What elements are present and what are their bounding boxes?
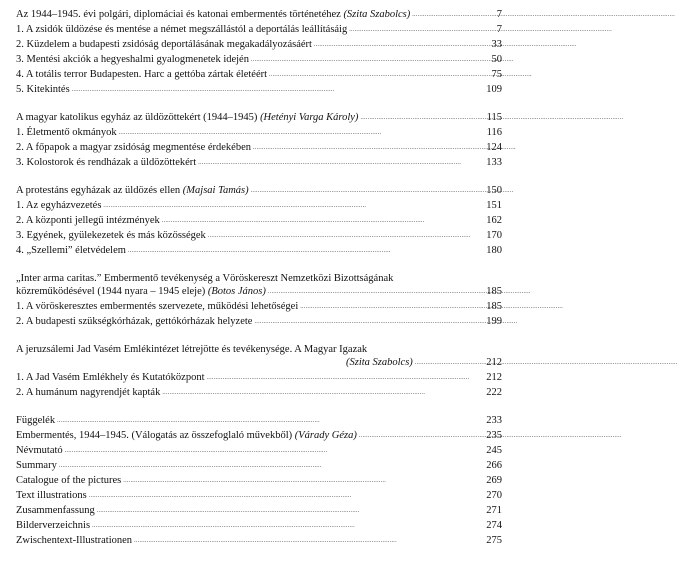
toc-entry-title: Névmutató — [16, 445, 63, 456]
toc-entry — [16, 83, 502, 98]
toc-entry-main — [16, 285, 502, 300]
toc-entry-page: 75 — [491, 69, 502, 80]
toc-entry-author: (Hetényi Varga Károly) — [260, 112, 359, 123]
toc-entry-page: 50 — [491, 54, 502, 65]
toc-entry-title: Függelék — [16, 415, 56, 426]
dot-leader — [254, 314, 480, 329]
dot-leader — [119, 125, 480, 140]
dot-leader — [123, 473, 480, 488]
toc-entry — [16, 315, 502, 330]
toc-entry-page: 162 — [486, 215, 502, 226]
toc-entry — [16, 474, 502, 489]
toc-entry-title: 2. A központi jellegű intézmények — [16, 215, 160, 226]
toc-entry-page: 185 — [486, 301, 502, 312]
toc-entry — [16, 429, 502, 444]
toc-entry-page: 270 — [486, 490, 502, 501]
toc-entry-page: 245 — [486, 445, 502, 456]
toc-entry-title-group — [16, 8, 410, 21]
toc-entry — [16, 444, 502, 459]
toc-entry-page: 212 — [486, 357, 502, 368]
toc-entry-page: 7 — [496, 9, 502, 20]
dot-leader — [349, 22, 480, 37]
dot-leader — [162, 213, 480, 228]
toc-entry — [16, 126, 502, 141]
toc-entry-title: közreműködésével (1944 nyara – 1945 eleje) — [16, 286, 206, 297]
toc-entry-page: 222 — [486, 387, 502, 398]
toc-entry-page: 151 — [486, 200, 502, 211]
toc-entry-page: 33 — [491, 39, 502, 50]
dot-leader — [59, 458, 480, 473]
toc-entry-title: 4. A totális terror Budapesten. Harc a gettóba zártak életéért — [16, 69, 268, 80]
toc-entry-page: 115 — [486, 112, 502, 123]
toc-entry-title: 1. A vöröskeresztes embermentés szervezete, működési lehetőségei — [16, 301, 299, 312]
toc-entry-page: 170 — [486, 230, 502, 241]
toc-entry-title: 1. Az egyházvezetés — [16, 200, 102, 211]
toc-entry-page: 150 — [486, 185, 502, 196]
toc-entry-author: (Majsai Tamás) — [182, 185, 249, 196]
dot-leader — [415, 355, 480, 370]
toc-entry — [16, 386, 502, 401]
toc-entry-title: 3. Egyének, gyülekezetek és más közösségek — [16, 230, 206, 241]
toc-entry-title: Embermentés, 1944–1945. (Válogatás az összefoglaló művekből) — [16, 430, 293, 441]
toc-entry-title: Catalogue of the pictures — [16, 475, 122, 486]
dot-leader — [134, 533, 480, 548]
toc-entry — [16, 68, 502, 83]
toc-entry-page: 212 — [486, 372, 502, 383]
toc-entry-page: 269 — [486, 475, 502, 486]
toc-entry-page: 185 — [486, 286, 502, 297]
dot-leader — [360, 110, 480, 125]
toc-entry-title-group — [16, 184, 249, 197]
toc-entry-page: 7 — [496, 24, 502, 35]
toc-entry-title: 1. A zsidók üldözése és mentése a német megszállástól a deportálás leállításáig — [16, 24, 348, 35]
toc-section-red-cross — [16, 272, 502, 330]
toc-entry — [16, 504, 502, 519]
dot-leader — [412, 7, 480, 22]
dot-leader — [97, 503, 480, 518]
toc-entry-page: 133 — [486, 157, 502, 168]
toc-entry-title: Text illustrations — [16, 490, 87, 501]
toc-entry-author: (Várady Géza) — [294, 430, 357, 441]
toc-entry — [16, 519, 502, 534]
toc-entry — [16, 38, 502, 53]
dot-leader — [208, 228, 480, 243]
dot-leader — [251, 52, 480, 67]
dot-leader — [253, 140, 480, 155]
toc-entry-page: 199 — [486, 316, 502, 327]
dot-leader — [300, 299, 480, 314]
toc-entry-title-group — [16, 111, 358, 124]
toc-entry — [16, 371, 502, 386]
toc-entry-main — [16, 8, 502, 23]
toc-entry-main — [16, 356, 502, 371]
toc-section-protestant-churches — [16, 184, 502, 259]
toc-section-rescue-history — [16, 8, 502, 98]
toc-section-catholic-church — [16, 111, 502, 171]
dot-leader — [162, 385, 480, 400]
toc-entry-title: 2. A főpapok a magyar zsidóság megmentése érdekében — [16, 142, 252, 153]
toc-entry-heading: „Inter arma caritas.” Embermentő tevékenység a Vöröskereszt Nemzetközi Bizottságának — [16, 273, 394, 284]
toc-entry-page: 275 — [486, 535, 502, 546]
toc-entry-title: Az 1944–1945. évi polgári, diplomáciai és katonai embermentés történetéhez — [16, 9, 341, 20]
toc-entry-page: 271 — [486, 505, 502, 516]
toc-entry-main — [16, 111, 502, 126]
dot-leader — [359, 428, 480, 443]
toc-entry-page: 274 — [486, 520, 502, 531]
dot-leader — [128, 243, 480, 258]
toc-entry-page: 116 — [486, 127, 502, 138]
toc-entry — [16, 199, 502, 214]
toc-entry-author: (Szita Szabolcs) — [346, 357, 413, 368]
dot-leader — [314, 37, 480, 52]
toc-entry-title: 1. A Jad Vasém Emlékhely és Kutatóközpont — [16, 372, 205, 383]
toc-entry-title: A protestáns egyházak az üldözés ellen — [16, 185, 181, 196]
dot-leader — [65, 443, 480, 458]
toc-entry-page: 124 — [486, 142, 502, 153]
dot-leader — [57, 413, 480, 428]
toc-entry — [16, 156, 502, 171]
toc-entry-author: (Botos János) — [207, 286, 266, 297]
toc-entry-title: 4. „Szellemi” életvédelem — [16, 245, 126, 256]
toc-entry-title: A magyar katolikus egyház az üldözöttekért (1944–1945) — [16, 112, 258, 123]
toc-entry-page: 235 — [486, 430, 502, 441]
dot-leader — [72, 82, 480, 97]
dot-leader — [251, 183, 480, 198]
toc-entry — [16, 459, 502, 474]
toc-entry-title: Summary — [16, 460, 57, 471]
toc-entry-page: 109 — [486, 84, 502, 95]
toc-entry-title: Bilderverzeichnis — [16, 520, 91, 531]
toc-entry — [16, 53, 502, 68]
toc-entry — [16, 534, 502, 549]
toc-entry-page: 233 — [486, 415, 502, 426]
dot-leader — [103, 198, 480, 213]
toc-entry-title: 2. A budapesti szükségkórházak, gettókórházak helyzete — [16, 316, 253, 327]
dot-leader — [198, 155, 480, 170]
toc-entry-page: 180 — [486, 245, 502, 256]
toc-entry-author: (Szita Szabolcs) — [343, 9, 411, 20]
toc-entry-title-group — [16, 429, 357, 442]
toc-entry-title: Zwischentext-Illustrationen — [16, 535, 133, 546]
toc-entry — [16, 489, 502, 504]
toc-entry-main — [16, 184, 502, 199]
dot-leader — [92, 518, 480, 533]
toc-entry-heading: A jeruzsálemi Jad Vasém Emlékintézet létrejötte és tevékenysége. A Magyar Igazak — [16, 344, 368, 355]
toc-entry-title-group — [16, 285, 266, 298]
toc-entry-title: 2. Küzdelem a budapesti zsidóság deportálásának megakadályozásáért — [16, 39, 312, 50]
dot-leader — [89, 488, 480, 503]
toc-entry-title: 2. A humánum nagyrendjét kapták — [16, 387, 161, 398]
toc-entry — [16, 229, 502, 244]
toc-entry — [16, 141, 502, 156]
toc-section-yad-vashem — [16, 343, 502, 401]
toc-entry — [16, 300, 502, 315]
dot-leader — [269, 67, 480, 82]
dot-leader — [268, 284, 480, 299]
toc-entry-title: 5. Kitekintés — [16, 84, 70, 95]
toc-entry-title: 3. Kolostorok és rendházak a üldözöttekért — [16, 157, 197, 168]
toc-entry — [16, 214, 502, 229]
toc-entry-title: Zusammenfassung — [16, 505, 95, 516]
toc-entry-title: 1. Életmentő okmányok — [16, 127, 117, 138]
toc-section-appendix — [16, 414, 502, 549]
toc-entry-page: 266 — [486, 460, 502, 471]
table-of-contents — [16, 8, 502, 562]
toc-entry — [16, 414, 502, 429]
dot-leader — [207, 370, 481, 385]
toc-entry-title: 3. Mentési akciók a hegyeshalmi gyalogmenetek idején — [16, 54, 249, 65]
toc-entry — [16, 244, 502, 259]
toc-entry — [16, 23, 502, 38]
